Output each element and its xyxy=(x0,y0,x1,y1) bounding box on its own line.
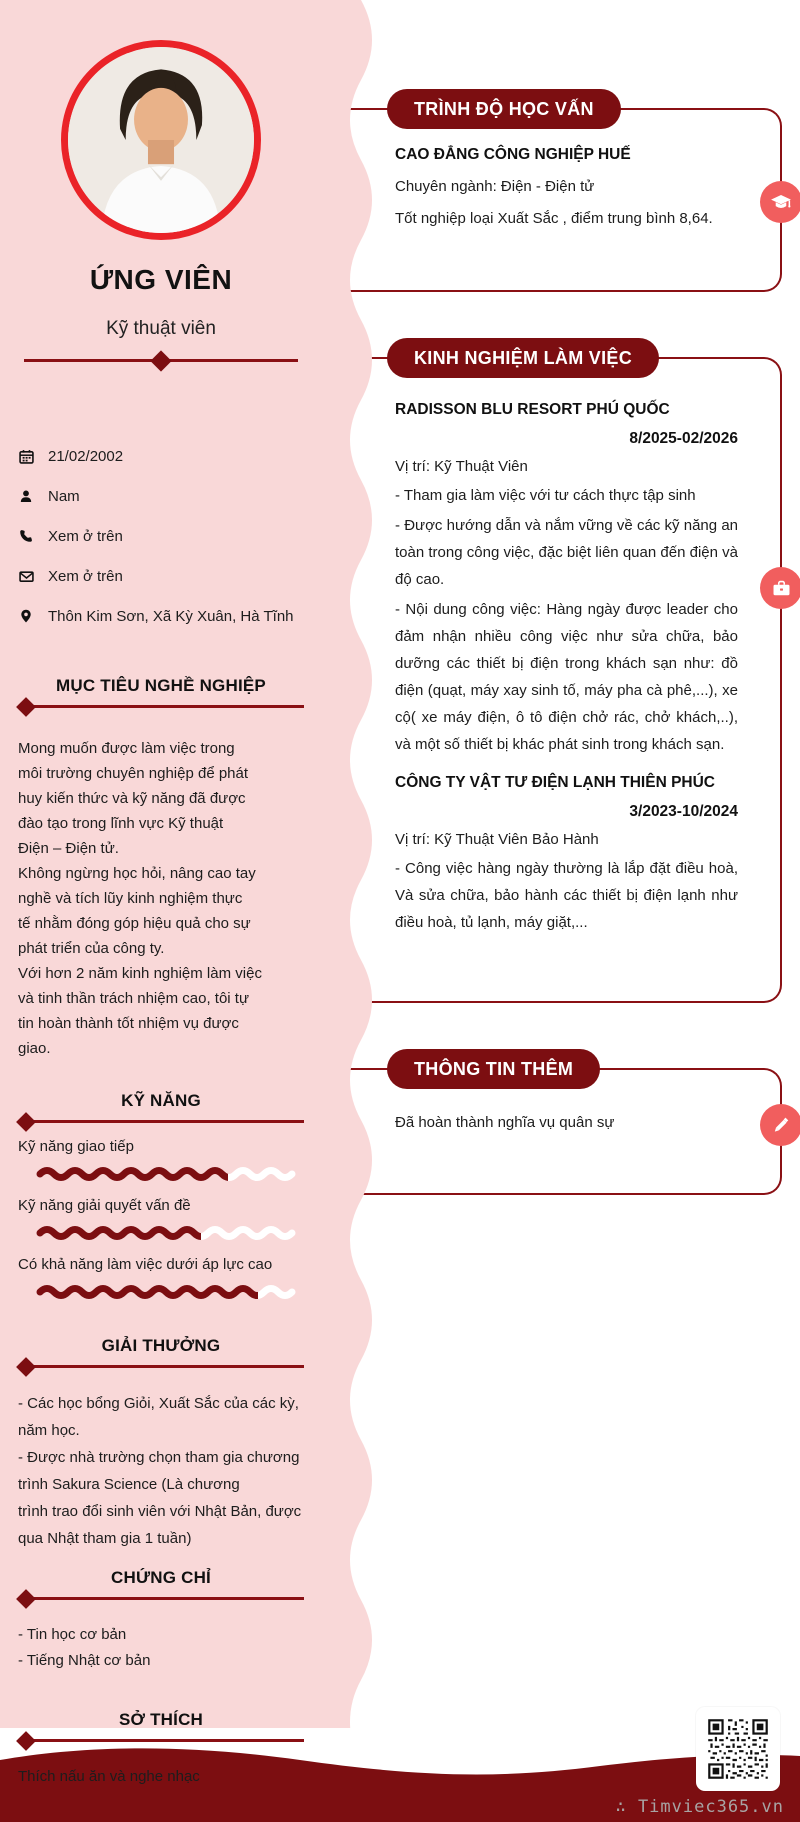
diamond-icon xyxy=(16,1112,36,1132)
location-icon xyxy=(18,608,34,624)
hobbies-text: Thích nấu ăn và nghe nhạc xyxy=(18,1768,200,1785)
info-row-email xyxy=(18,556,308,596)
job-position: Vị trí: Kỹ Thuật Viên xyxy=(395,458,528,475)
hobbies-heading xyxy=(18,1710,304,1742)
phone-value: Xem ở trên xyxy=(48,527,123,545)
objective-line: đào tạo trong lĩnh vực Kỹ thuật xyxy=(18,815,224,832)
birthdate-value: 21/02/2002 xyxy=(48,447,124,465)
job-detail: - Công việc hàng ngày thường là lắp đặt điều hoà, Và sửa chữa, bảo hành các thiết bị điện lạnh như điều hoà, tủ lạnh, máy giặt,... xyxy=(395,860,738,931)
certificates-text xyxy=(18,1622,312,1674)
objective-heading xyxy=(18,676,304,708)
certificate-line: - Tiếng Nhật cơ bản xyxy=(18,1652,151,1669)
diamond-icon xyxy=(150,350,171,371)
sidebar xyxy=(0,0,322,1788)
job-detail: - Được hướng dẫn và nắm vững về các kỹ năng an toàn trong công việc, đặc biệt liên quan đến điện và độ cao. xyxy=(395,517,738,588)
section-hobbies xyxy=(0,1710,322,1788)
skill-item xyxy=(18,1137,308,1182)
objective-line: tin hoàn thành tốt nhiệm vụ được xyxy=(18,1015,239,1032)
email-value: Xem ở trên xyxy=(48,567,123,585)
objective-line: Không ngừng học hỏi, nâng cao tay xyxy=(18,865,256,882)
email-icon xyxy=(18,568,34,584)
school-name: CAO ĐẲNG CÔNG NGHIỆP HUẾ xyxy=(395,146,631,163)
certificate-line: - Tin học cơ bản xyxy=(18,1626,127,1643)
skill-label: Kỹ năng giải quyết vấn đề xyxy=(18,1197,191,1214)
objective-line: môi trường chuyên nghiệp để phát xyxy=(18,765,249,782)
award-line: trình trao đổi sinh viên với Nhật Bản, được xyxy=(18,1503,302,1520)
job-detail: - Tham gia làm việc với tư cách thực tập sinh xyxy=(395,487,696,504)
briefcase-icon xyxy=(760,567,800,609)
job-period: 8/2025-02/2026 xyxy=(629,430,738,447)
info-row-address xyxy=(18,596,308,636)
calendar-icon xyxy=(18,448,34,464)
job-company: CÔNG TY VẬT TƯ ĐIỆN LẠNH THIÊN PHÚC xyxy=(395,774,715,791)
skill-bar-fill xyxy=(34,1166,228,1182)
hobbies-heading-label: SỞ THÍCH xyxy=(118,1710,204,1729)
job-detail: - Nội dung công việc: Hàng ngày được leader cho đảm nhận nhiều công việc như sửa chữa, bảo dưỡng các thiết bị điện trong khách sạn như: đồ điện (quạt, máy xay sinh tố, máy pha cà phê,...), xe cộ( xe máy điện, ô tô điện chở rác, chở khách,..), và một số thiết bị khác phát sinh trong khách sạn. xyxy=(395,601,738,753)
section-objective xyxy=(0,676,322,1061)
skill-bar xyxy=(34,1284,304,1300)
award-line: qua Nhật tham gia 1 tuần) xyxy=(18,1530,192,1547)
diamond-icon xyxy=(16,1731,36,1751)
education-major: Chuyên ngành: Điện - Điện tử xyxy=(395,178,595,195)
qr-code xyxy=(696,1707,780,1791)
additional-section-pill: THÔNG TIN THÊM xyxy=(387,1049,600,1089)
section-skills xyxy=(0,1091,322,1300)
phone-icon xyxy=(18,528,34,544)
education-box xyxy=(345,98,782,292)
section-awards xyxy=(0,1336,322,1552)
skills-heading-label: KỸ NĂNG xyxy=(121,1091,201,1110)
graduation-cap-icon xyxy=(760,181,800,223)
awards-text xyxy=(18,1390,312,1552)
diamond-icon xyxy=(16,1589,36,1609)
user-icon xyxy=(18,488,34,504)
experience-section-pill: KINH NGHIỆM LÀM VIỆC xyxy=(387,338,659,378)
experience-content xyxy=(345,359,780,936)
skill-item xyxy=(18,1255,308,1300)
candidate-name: ỨNG VIÊN xyxy=(89,264,233,295)
brand-watermark: ∴ Timviec365.vn xyxy=(615,1797,784,1817)
additional-text: Đã hoàn thành nghĩa vụ quân sự xyxy=(395,1114,615,1131)
awards-heading-label: GIẢI THƯỞNG xyxy=(101,1336,221,1355)
gender-value: Nam xyxy=(48,487,80,505)
objective-line: Mong muốn được làm việc trong xyxy=(18,740,235,757)
skill-bar xyxy=(34,1225,304,1241)
objective-line: Điện – Điện tử. xyxy=(18,840,119,857)
skill-label: Có khả năng làm việc dưới áp lực cao xyxy=(18,1256,273,1273)
objective-line: phát triển của công ty. xyxy=(18,940,165,957)
skill-label: Kỹ năng giao tiếp xyxy=(18,1138,134,1155)
objective-heading-label: MỤC TIÊU NGHỀ NGHIỆP xyxy=(56,676,266,695)
experience-box xyxy=(345,347,782,1003)
objective-line: tế nhằm đóng góp hiệu quả cho sự xyxy=(18,915,251,932)
job-position: Vị trí: Kỹ Thuật Viên Bảo Hành xyxy=(395,831,599,848)
award-line: - Được nhà trường chọn tham gia chương xyxy=(18,1449,300,1466)
objective-line: và tinh thần trách nhiệm cao, tôi tự xyxy=(18,990,249,1007)
objective-line: Với hơn 2 năm kinh nghiệm làm việc xyxy=(18,965,262,982)
education-result: Tốt nghiệp loại Xuất Sắc , điểm trung bình 8,64. xyxy=(395,210,713,227)
certificates-heading xyxy=(18,1568,304,1600)
address-value: Thôn Kim Sơn, Xã Kỳ Xuân, Hà Tĩnh xyxy=(48,607,294,625)
objective-line: nghề và tích lũy kinh nghiệm thực xyxy=(18,890,243,907)
skill-bar-fill xyxy=(34,1284,258,1300)
diamond-icon xyxy=(16,1357,36,1377)
section-certificates xyxy=(0,1568,322,1674)
candidate-title: Kỹ thuật viên xyxy=(106,318,216,339)
profile-photo xyxy=(61,40,261,240)
skills-heading xyxy=(18,1091,304,1123)
award-line: - Các học bổng Giỏi, Xuất Sắc của các kỳ, xyxy=(18,1395,299,1412)
info-row-gender xyxy=(18,476,308,516)
title-divider xyxy=(24,359,298,362)
info-row-phone xyxy=(18,516,308,556)
skill-bar xyxy=(34,1166,304,1182)
portrait-illustration xyxy=(68,47,254,233)
award-line: năm học. xyxy=(18,1422,80,1439)
awards-heading xyxy=(18,1336,304,1368)
award-line: trình Sakura Science (Là chương xyxy=(18,1476,240,1493)
additional-info-box xyxy=(345,1058,782,1195)
diamond-icon xyxy=(16,697,36,717)
info-row-birthdate xyxy=(18,436,308,476)
objective-line: huy kiến thức và kỹ năng đã được xyxy=(18,790,246,807)
skill-bar-fill xyxy=(34,1225,201,1241)
education-section-pill: TRÌNH ĐỘ HỌC VẤN xyxy=(387,89,621,129)
objective-line: giao. xyxy=(18,1040,51,1057)
job-company: RADISSON BLU RESORT PHÚ QUỐC xyxy=(395,401,670,418)
certificates-heading-label: CHỨNG CHỈ xyxy=(111,1568,211,1587)
pencil-icon xyxy=(760,1104,800,1146)
personal-info xyxy=(0,436,322,636)
objective-text xyxy=(18,736,308,1061)
skill-item xyxy=(18,1196,308,1241)
job-period: 3/2023-10/2024 xyxy=(629,803,738,820)
